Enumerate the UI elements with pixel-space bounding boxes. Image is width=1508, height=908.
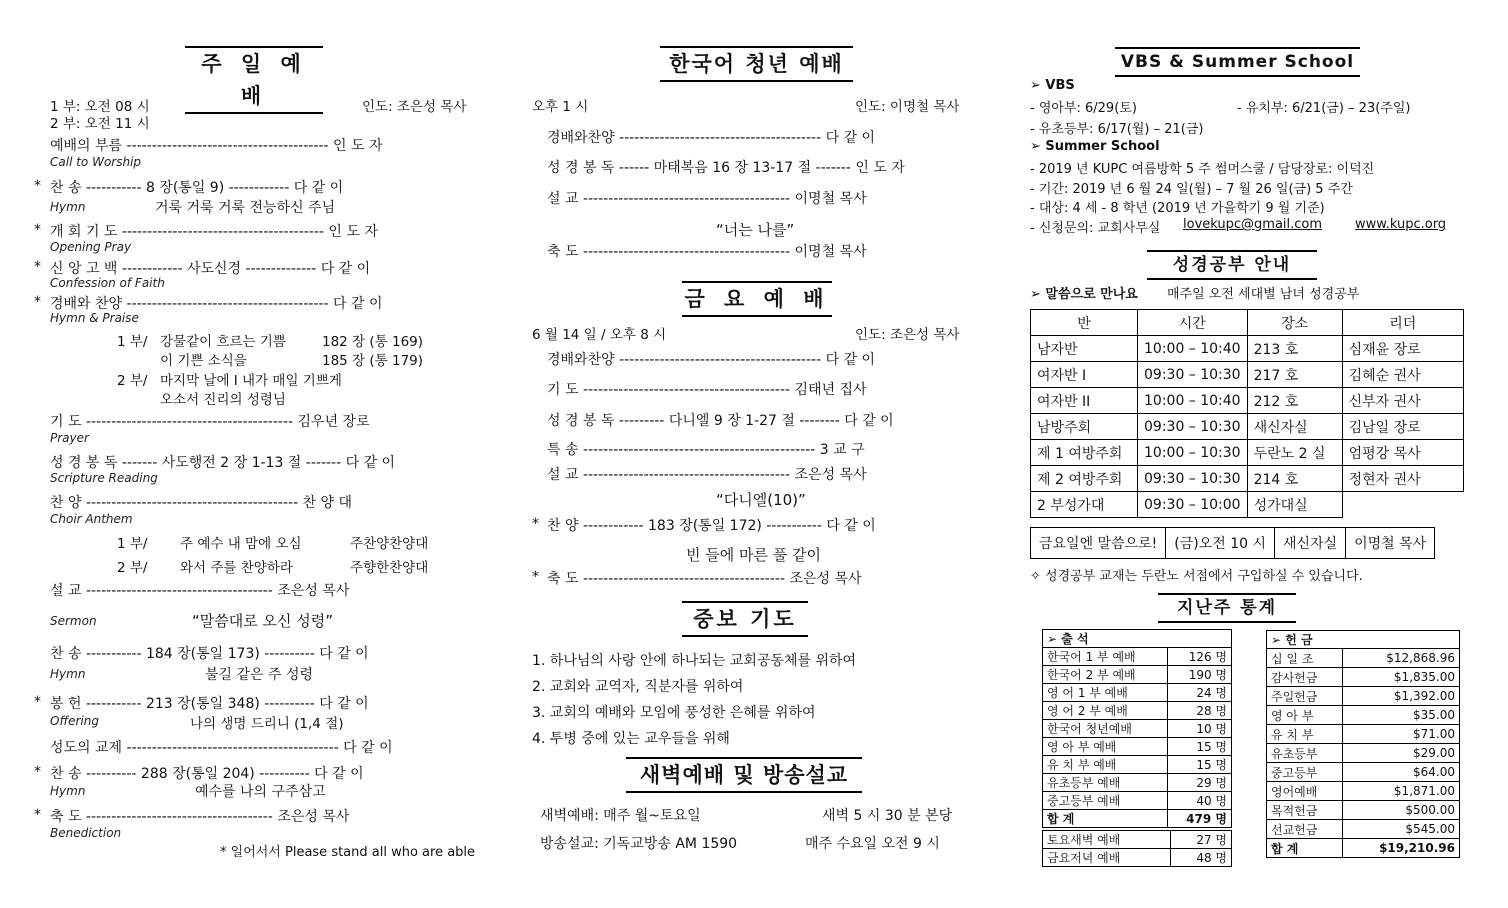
order-sub: Choir Anthem [50, 512, 133, 526]
attendance-extra-table [1042, 830, 1232, 867]
order-call-to-worship: 예배의 부름 ---------------------------------------- 인 도 자 [50, 138, 383, 154]
service-time-1: 1 부: 오전 08 시 [50, 99, 150, 115]
sunday-service-title: 주 일 예 배 [185, 46, 323, 114]
table-row [1031, 466, 1464, 492]
table-cell: $1,871.00 [1343, 782, 1460, 801]
table-cell: 토요새벽 예배 [1043, 831, 1171, 849]
order-sub: Hymn & Praise [50, 311, 139, 325]
praise-number: 185 장 (통 179) [322, 353, 424, 369]
bible-study-table [1030, 309, 1464, 518]
stand-marker: * [34, 294, 41, 310]
vbs-heading: ➢ VBS [1030, 78, 1075, 93]
table-row [1267, 687, 1460, 706]
dawn-service-title: 새벽예배 및 방송설교 [626, 757, 862, 793]
table-cell: 엄평강 목사 [1342, 440, 1463, 466]
vbs-kindergarten: - 유치부: 6/21(금) – 23(주일) [1237, 101, 1411, 116]
table-cell: 유 치 부 [1267, 725, 1343, 744]
table-header-row [1031, 310, 1464, 336]
vbs-infant: - 영아부: 6/29(토) [1030, 101, 1137, 116]
order-benediction: 축 도 ------------------------------------- 조은성 목사 [50, 809, 350, 825]
table-cell: 126 명 [1168, 648, 1232, 666]
table-cell: 영 아 부 예배 [1043, 738, 1168, 756]
column-header: 리더 [1342, 310, 1463, 336]
table-row [1031, 414, 1464, 440]
table-cell: $12,868.96 [1343, 649, 1460, 668]
table-cell: 유초등부 예배 [1043, 774, 1168, 792]
table-cell: 190 명 [1168, 666, 1232, 684]
praise-part: 2 부/ [117, 373, 148, 389]
table-cell: 새신자실 [1247, 414, 1342, 440]
table-row [1267, 725, 1460, 744]
vbs-elementary: - 유초등부: 6/17(월) – 21(금) [1030, 122, 1204, 137]
table-cell: 479 명 [1168, 810, 1232, 828]
choir-song: 와서 주를 찬양하라 [180, 560, 293, 576]
table-row [1031, 528, 1435, 559]
hymn-2-title: 불길 같은 주 성령 [205, 667, 314, 683]
stand-marker: * [532, 569, 539, 585]
praise-part: 1 부/ [117, 334, 148, 350]
table-cell: 여자반 I [1031, 362, 1138, 388]
bible-study-title: 성경공부 안내 [1147, 250, 1317, 280]
bible-study-sub: 매주일 오전 세대별 남녀 성경공부 [1167, 287, 1360, 302]
youth-order: 성 경 봉 독 ------ 마태복음 16 장 13-17 절 ------- 인 도 자 [547, 160, 905, 176]
table-cell: 중고등부 예배 [1043, 792, 1168, 810]
friday-service-title: 금 요 예 배 [682, 281, 832, 317]
youth-order: 경배와찬양 ---------------------------------------- 다 같 이 [547, 130, 876, 146]
stand-marker: * [34, 259, 41, 275]
praise-song: 마지막 날에 I 내가 매일 기쁘게 [160, 373, 342, 389]
table-cell: 금요일엔 말씀으로! [1031, 528, 1166, 559]
table-cell: 김남일 장로 [1342, 414, 1463, 440]
order-fellowship: 성도의 교제 ------------------------------------------ 다 같 이 [50, 740, 393, 756]
table-row [1043, 792, 1232, 810]
youth-service-title: 한국어 청년 예배 [660, 46, 853, 82]
order-choir: 찬 양 ------------------------------------------ 찬 양 대 [50, 495, 353, 511]
stats-title: 지난주 통계 [1158, 593, 1296, 623]
table-cell: 이명철 목사 [1346, 528, 1435, 559]
stand-marker: * [34, 178, 41, 194]
summer-school-heading: ➢ Summer School [1030, 139, 1160, 154]
column-header: 반 [1031, 310, 1138, 336]
order-sub: Benediction [50, 826, 122, 840]
table-row [1267, 820, 1460, 839]
order-offering: 봉 헌 ----------- 213 장(통일 348) ---------- 다 같 이 [50, 696, 369, 712]
table-cell: 영 아 부 [1267, 706, 1343, 725]
offering-hymn-title: 나의 생명 드리니 (1,4 절) [190, 716, 344, 732]
bible-study-sub-bold: ➢ 말씀으로 만나요 [1030, 287, 1138, 302]
table-cell: 남자반 [1031, 336, 1138, 362]
table-cell: 09:30 – 10:30 [1138, 362, 1248, 388]
table-cell: $1,835.00 [1343, 668, 1460, 687]
table-cell: 15 명 [1168, 738, 1232, 756]
friday-order: 성 경 봉 독 --------- 다니엘 9 장 1-27 절 -------- 다 같 이 [547, 413, 894, 429]
table-row [1043, 849, 1232, 867]
choir-group: 주향한찬양대 [350, 560, 429, 576]
hymn-3-title: 예수를 나의 구주삼고 [195, 784, 326, 800]
table-header-row [1043, 630, 1232, 648]
friday-leader: 인도: 조은성 목사 [855, 327, 960, 343]
service-leader: 인도: 조은성 목사 [362, 99, 467, 115]
table-cell: 213 호 [1247, 336, 1342, 362]
table-cell: 217 호 [1247, 362, 1342, 388]
service-time-2: 2 부: 오전 11 시 [50, 116, 150, 132]
table-cell: 금요저녁 예배 [1043, 849, 1171, 867]
friday-hymn: 찬 양 ------------ 183 장(통일 172) ----------- 다 같 이 [547, 518, 876, 534]
table-row [1043, 702, 1232, 720]
table-total-row [1043, 810, 1232, 828]
order-sub: Scripture Reading [50, 471, 158, 485]
intercession-item: 3. 교회의 예배와 모임에 풍성한 은혜를 위하여 [532, 705, 816, 721]
stand-footnote: * 일어서서 Please stand all who are able [220, 845, 476, 860]
table-cell: 영어예배 [1267, 782, 1343, 801]
table-cell: $500.00 [1343, 801, 1460, 820]
table-cell: 남방주회 [1031, 414, 1138, 440]
dawn-service-label: 새벽예배: 매주 월~토요일 [540, 808, 701, 824]
attendance-table [1042, 629, 1232, 828]
table-cell: 두란노 2 실 [1247, 440, 1342, 466]
order-sub: Hymn [50, 784, 86, 798]
table-header-row [1267, 631, 1460, 649]
broadcast-label: 방송설교: 기독교방송 AM 1590 [540, 836, 738, 852]
table-cell: ➢ 헌 금 [1267, 631, 1460, 649]
stand-marker: * [34, 807, 41, 823]
table-row [1267, 668, 1460, 687]
table-cell: 중고등부 [1267, 763, 1343, 782]
table-cell: (금)오전 10 시 [1166, 528, 1275, 559]
table-cell: 10:00 – 10:40 [1138, 336, 1248, 362]
table-cell: 정현자 권사 [1342, 466, 1463, 492]
youth-order: 설 교 ----------------------------------------- 이명철 목사 [547, 191, 867, 207]
friday-hymn-title: 빈 들에 마른 풀 같이 [686, 546, 821, 564]
table-row [1031, 388, 1464, 414]
table-cell: 유 치 부 예배 [1043, 756, 1168, 774]
table-cell: 합 계 [1043, 810, 1168, 828]
table-row [1043, 738, 1232, 756]
contact-email-link[interactable]: lovekupc@gmail.com [1183, 217, 1323, 232]
table-cell: 24 명 [1168, 684, 1232, 702]
praise-song: 이 기쁜 소식을 [160, 353, 247, 369]
choir-part: 2 부/ [117, 560, 148, 576]
order-sub: Prayer [50, 431, 89, 445]
order-sub: Confession of Faith [50, 276, 165, 290]
table-cell: 한국어 2 부 예배 [1043, 666, 1168, 684]
table-cell: 10 명 [1168, 720, 1232, 738]
table-cell: 제 2 여방주회 [1031, 466, 1138, 492]
table-cell: 10:00 – 10:30 [1138, 440, 1248, 466]
table-cell: 영 어 2 부 예배 [1043, 702, 1168, 720]
order-sub: Offering [50, 714, 99, 728]
offering-table [1266, 630, 1460, 858]
table-cell: 성가대실 [1247, 492, 1342, 518]
broadcast-time: 매주 수요일 오전 9 시 [805, 836, 940, 852]
order-hymn-1: 찬 송 ----------- 8 장(통일 9) ------------ 다 같 이 [50, 180, 344, 196]
column-header: 시간 [1138, 310, 1248, 336]
table-row [1043, 666, 1232, 684]
table-row [1031, 492, 1464, 518]
choir-part: 1 부/ [117, 536, 148, 552]
table-row [1031, 336, 1464, 362]
table-cell: 한국어 1 부 예배 [1043, 648, 1168, 666]
table-cell: $35.00 [1343, 706, 1460, 725]
praise-song: 강물같이 흐르는 기쁨 [160, 334, 286, 350]
table-cell: 합 계 [1267, 839, 1343, 858]
table-cell: 심재윤 장로 [1342, 336, 1463, 362]
order-hymn-2: 찬 송 ----------- 184 장(통일 173) ---------- 다 같 이 [50, 646, 369, 662]
table-cell: 한국어 청년예배 [1043, 720, 1168, 738]
intercession-item: 1. 하나님의 사랑 안에 하나되는 교회공동체를 위하여 [532, 653, 857, 669]
intercession-title: 중보 기도 [682, 601, 808, 637]
table-cell: $29.00 [1343, 744, 1460, 763]
table-cell: 212 호 [1247, 388, 1342, 414]
table-cell: 09:30 – 10:00 [1138, 492, 1248, 518]
order-prayer: 기 도 ----------------------------------------- 김우년 장로 [50, 414, 370, 430]
intercession-item: 2. 교회와 교역자, 직분자를 위하여 [532, 679, 744, 695]
order-scripture: 성 경 봉 독 ------- 사도행전 2 장 1-13 절 ------- 다 같 이 [50, 455, 396, 471]
stand-marker: * [34, 764, 41, 780]
order-sub: Opening Pray [50, 240, 132, 254]
table-cell: 214 호 [1247, 466, 1342, 492]
table-cell: $1,392.00 [1343, 687, 1460, 706]
order-sermon: 설 교 ------------------------------------- 조은성 목사 [50, 583, 350, 599]
order-sub: Hymn [50, 667, 86, 681]
choir-group: 주찬양찬양대 [350, 536, 429, 552]
hymn-1-title: 거룩 거룩 거룩 전능하신 주님 [155, 200, 336, 216]
friday-order: 경배와찬양 ---------------------------------------- 다 같 이 [547, 352, 876, 368]
table-cell: 15 명 [1168, 756, 1232, 774]
intercession-item: 4. 투병 중에 있는 교우들을 위해 [532, 731, 730, 747]
table-cell: $19,210.96 [1343, 839, 1460, 858]
table-cell: 영 어 1 부 예배 [1043, 684, 1168, 702]
summer-school-line: - 대상: 4 세 - 8 학년 (2019 년 가을학기 9 월 기준) [1030, 201, 1325, 216]
table-row [1267, 706, 1460, 725]
praise-number: 182 장 (통 169) [322, 334, 424, 350]
youth-sermon-title: “너는 나를” [716, 221, 795, 239]
table-row [1043, 720, 1232, 738]
table-cell: 선교헌금 [1267, 820, 1343, 839]
friday-time: 6 월 14 일 / 오후 8 시 [532, 327, 667, 343]
table-cell: 40 명 [1168, 792, 1232, 810]
choir-song: 주 예수 내 맘에 오심 [180, 536, 302, 552]
order-hymn-3: 찬 송 ---------- 288 장(통일 204) ---------- 다 같 이 [50, 766, 364, 782]
table-row [1267, 649, 1460, 668]
order-sub: Hymn [50, 200, 86, 214]
friday-benediction: 축 도 ---------------------------------------- 조은성 목사 [547, 571, 862, 587]
table-cell: $71.00 [1343, 725, 1460, 744]
sermon-title: “말씀대로 오신 성령” [192, 612, 333, 630]
friday-study-table [1030, 527, 1435, 559]
table-row [1031, 440, 1464, 466]
table-total-row [1267, 839, 1460, 858]
table-row [1031, 362, 1464, 388]
summer-school-line: - 2019 년 KUPC 여름방학 5 주 썸머스쿨 / 담당장로: 이덕진 [1030, 162, 1375, 177]
church-website-link[interactable]: www.kupc.org [1355, 217, 1447, 232]
table-cell: 48 명 [1170, 849, 1231, 867]
order-hymn-praise: 경배와 찬양 ---------------------------------------- 다 같 이 [50, 296, 383, 312]
table-cell: ➢ 출 석 [1043, 630, 1232, 648]
youth-time: 오후 1 시 [532, 99, 589, 115]
table-cell: 십 일 조 [1267, 649, 1343, 668]
order-opening-prayer: 개 회 기 도 ---------------------------------------- 인 도 자 [50, 224, 378, 240]
friday-order: 특 송 ---------------------------------------------- 3 교 구 [547, 442, 865, 458]
table-cell: $64.00 [1343, 763, 1460, 782]
table-cell: 09:30 – 10:30 [1138, 466, 1248, 492]
friday-order: 기 도 ----------------------------------------- 김태년 집사 [547, 382, 867, 398]
table-cell: 여자반 II [1031, 388, 1138, 414]
table-cell: 제 1 여방주회 [1031, 440, 1138, 466]
table-cell: 신부자 권사 [1342, 388, 1463, 414]
table-row [1267, 763, 1460, 782]
youth-leader: 인도: 이명철 목사 [855, 99, 960, 115]
stand-marker: * [34, 222, 41, 238]
table-cell: $545.00 [1343, 820, 1460, 839]
table-cell: 27 명 [1170, 831, 1231, 849]
table-row [1043, 831, 1232, 849]
youth-benediction: 축 도 ----------------------------------------- 이명철 목사 [547, 244, 867, 260]
table-cell: 09:30 – 10:30 [1138, 414, 1248, 440]
table-row [1267, 782, 1460, 801]
vbs-title: VBS & Summer School [1115, 47, 1360, 77]
order-confession: 신 앙 고 백 ------------ 사도신경 -------------- 다 같 이 [50, 261, 371, 277]
dawn-service-time: 새벽 5 시 30 분 본당 [822, 808, 953, 824]
table-row [1267, 801, 1460, 820]
table-cell [1342, 492, 1463, 518]
table-row [1043, 756, 1232, 774]
table-cell: 2 부성가대 [1031, 492, 1138, 518]
friday-sermon-title: “다니엘(10)” [716, 491, 806, 509]
table-cell: 10:00 – 10:40 [1138, 388, 1248, 414]
table-cell: 주일헌금 [1267, 687, 1343, 706]
stand-marker: * [532, 516, 539, 532]
order-sub: Call to Worship [50, 155, 142, 169]
column-header: 장소 [1247, 310, 1342, 336]
table-cell: 28 명 [1168, 702, 1232, 720]
table-cell: 29 명 [1168, 774, 1232, 792]
table-cell: 감사헌금 [1267, 668, 1343, 687]
stand-marker: * [34, 694, 41, 710]
summer-school-contact: - 신청문의: 교회사무실 [1030, 221, 1161, 236]
table-row [1043, 774, 1232, 792]
bible-study-note: ✧ 성경공부 교재는 두란노 서점에서 구입하실 수 있습니다. [1030, 569, 1363, 584]
friday-order: 설 교 ----------------------------------------- 조은성 목사 [547, 467, 867, 483]
order-sub: Sermon [50, 614, 97, 628]
summer-school-line: - 기간: 2019 년 6 월 24 일(월) – 7 월 26 일(금) 5 주간 [1030, 182, 1353, 197]
table-row [1043, 648, 1232, 666]
table-row [1043, 684, 1232, 702]
table-cell: 목적헌금 [1267, 801, 1343, 820]
table-cell: 유초등부 [1267, 744, 1343, 763]
praise-song: 오소서 진리의 성령님 [160, 392, 286, 408]
table-row [1267, 744, 1460, 763]
table-cell: 김혜순 권사 [1342, 362, 1463, 388]
table-cell: 새신자실 [1275, 528, 1346, 559]
